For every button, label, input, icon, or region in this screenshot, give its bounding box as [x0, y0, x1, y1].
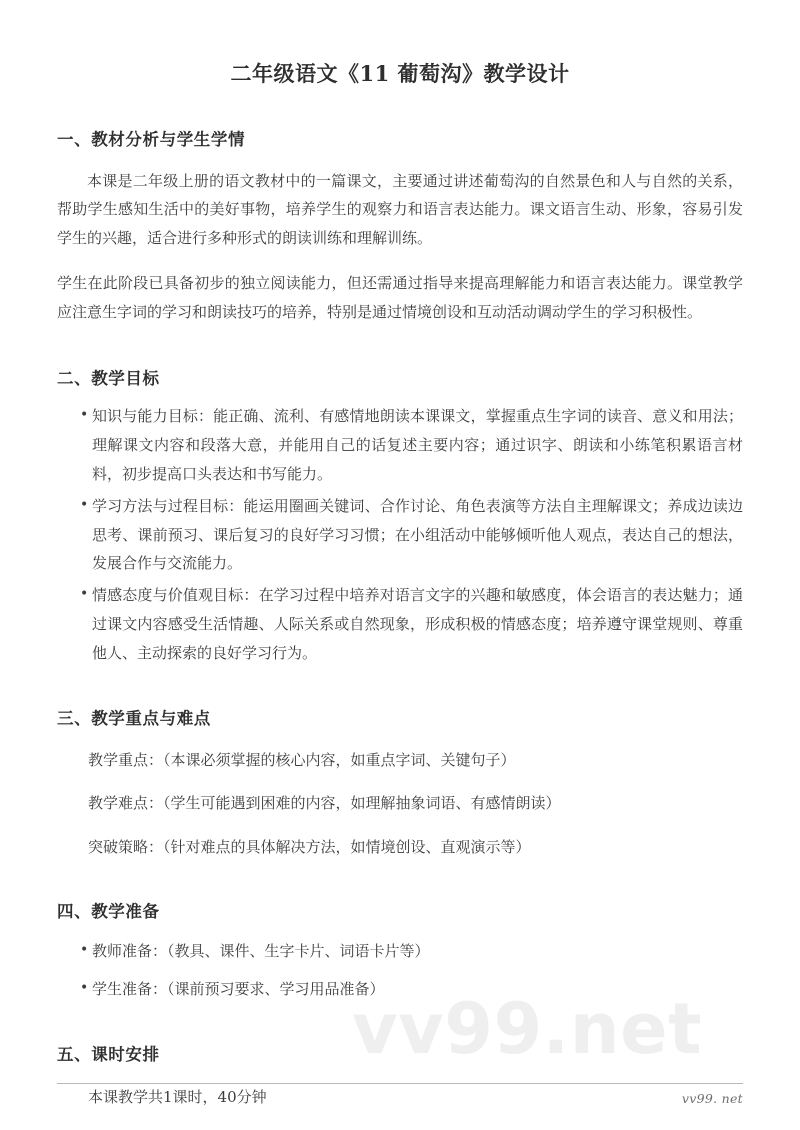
- section-heading-1: 一、教材分析与学生学情: [57, 129, 246, 149]
- footer-divider: [57, 1083, 743, 1084]
- teaching-objectives-list: [57, 402, 743, 667]
- page-footer: [57, 1083, 743, 1106]
- key-point-line: 教学难点：（学生可能遇到困难的内容，如理解抽象词语、有感情朗读）: [88, 794, 561, 813]
- footer-site-label: vv99. net: [681, 1091, 743, 1106]
- section-1-paragraph-1: 本课是二年级上册的语文教材中的一篇课文，主要通过讲述葡萄沟的自然景色和人与自然的关系，帮助学生感知生活中的美好事物，培养学生的观察力和语言表达能力。课文语言生动、形象，容易引发学生的兴趣，适合进行多种形式的朗读训练和理解训练。: [57, 171, 743, 248]
- list-item: • 知识与能力目标：能正确、流利、有感情地朗读本课课文，掌握重点生字词的读音、意义和用法；理解课文内容和段落大意，并能用自己的话复述主要内容；通过识字、朗读和小练笔积累语言材料，初步提高口头表达和书写能力。: [80, 402, 743, 488]
- teaching-preparation-list: [57, 937, 743, 1004]
- section-heading-5: 五、课时安排: [57, 1044, 160, 1064]
- class-schedule-line: 本课教学共1课时，40分钟: [88, 1087, 267, 1106]
- key-point-line: 教学重点：（本课必须掌握的核心内容，如重点字词、关键句子）: [88, 750, 516, 769]
- list-item: • 教师准备：（教具、课件、生字卡片、词语卡片等）: [80, 937, 743, 966]
- section-heading-3: 三、教学重点与难点: [57, 708, 211, 728]
- section-heading-4: 四、教学准备: [57, 902, 160, 922]
- section-heading-2: 二、教学目标: [57, 369, 160, 389]
- list-item: • 学习方法与过程目标：能运用圈画关键词、合作讨论、角色表演等方法自主理解课文；养成边读边思考、课前预习、课后复习的良好学习习惯；在小组活动中能够倾听他人观点，表达自己的想法，发展合作与交流能力。: [80, 492, 743, 578]
- list-item: • 学生准备：（课前预习要求、学习用品准备）: [80, 975, 743, 1004]
- list-item: • 情感态度与价值观目标：在学习过程中培养对语言文字的兴趣和敏感度，体会语言的表达魅力；通过课文内容感受生活情趣、人际关系或自然现象，形成积极的情感态度；培养遵守课堂规则、尊重他人、主动探索的良好学习行为。: [80, 581, 743, 667]
- page-title: 二年级语文《11 葡萄沟》教学设计: [230, 61, 570, 86]
- section-1-paragraph-2: 学生在此阶段已具备初步的独立阅读能力，但还需通过指导来提高理解能力和语言表达能力。课堂教学应注意生字词的学习和朗读技巧的培养，特别是通过情境创设和互动活动调动学生的学习积极性。: [57, 273, 743, 321]
- key-point-line: 突破策略：（针对难点的具体解决方法，如情境创设、直观演示等）: [88, 838, 531, 857]
- key-points-block: [57, 746, 743, 862]
- site-watermark: vv99.net: [352, 988, 703, 1070]
